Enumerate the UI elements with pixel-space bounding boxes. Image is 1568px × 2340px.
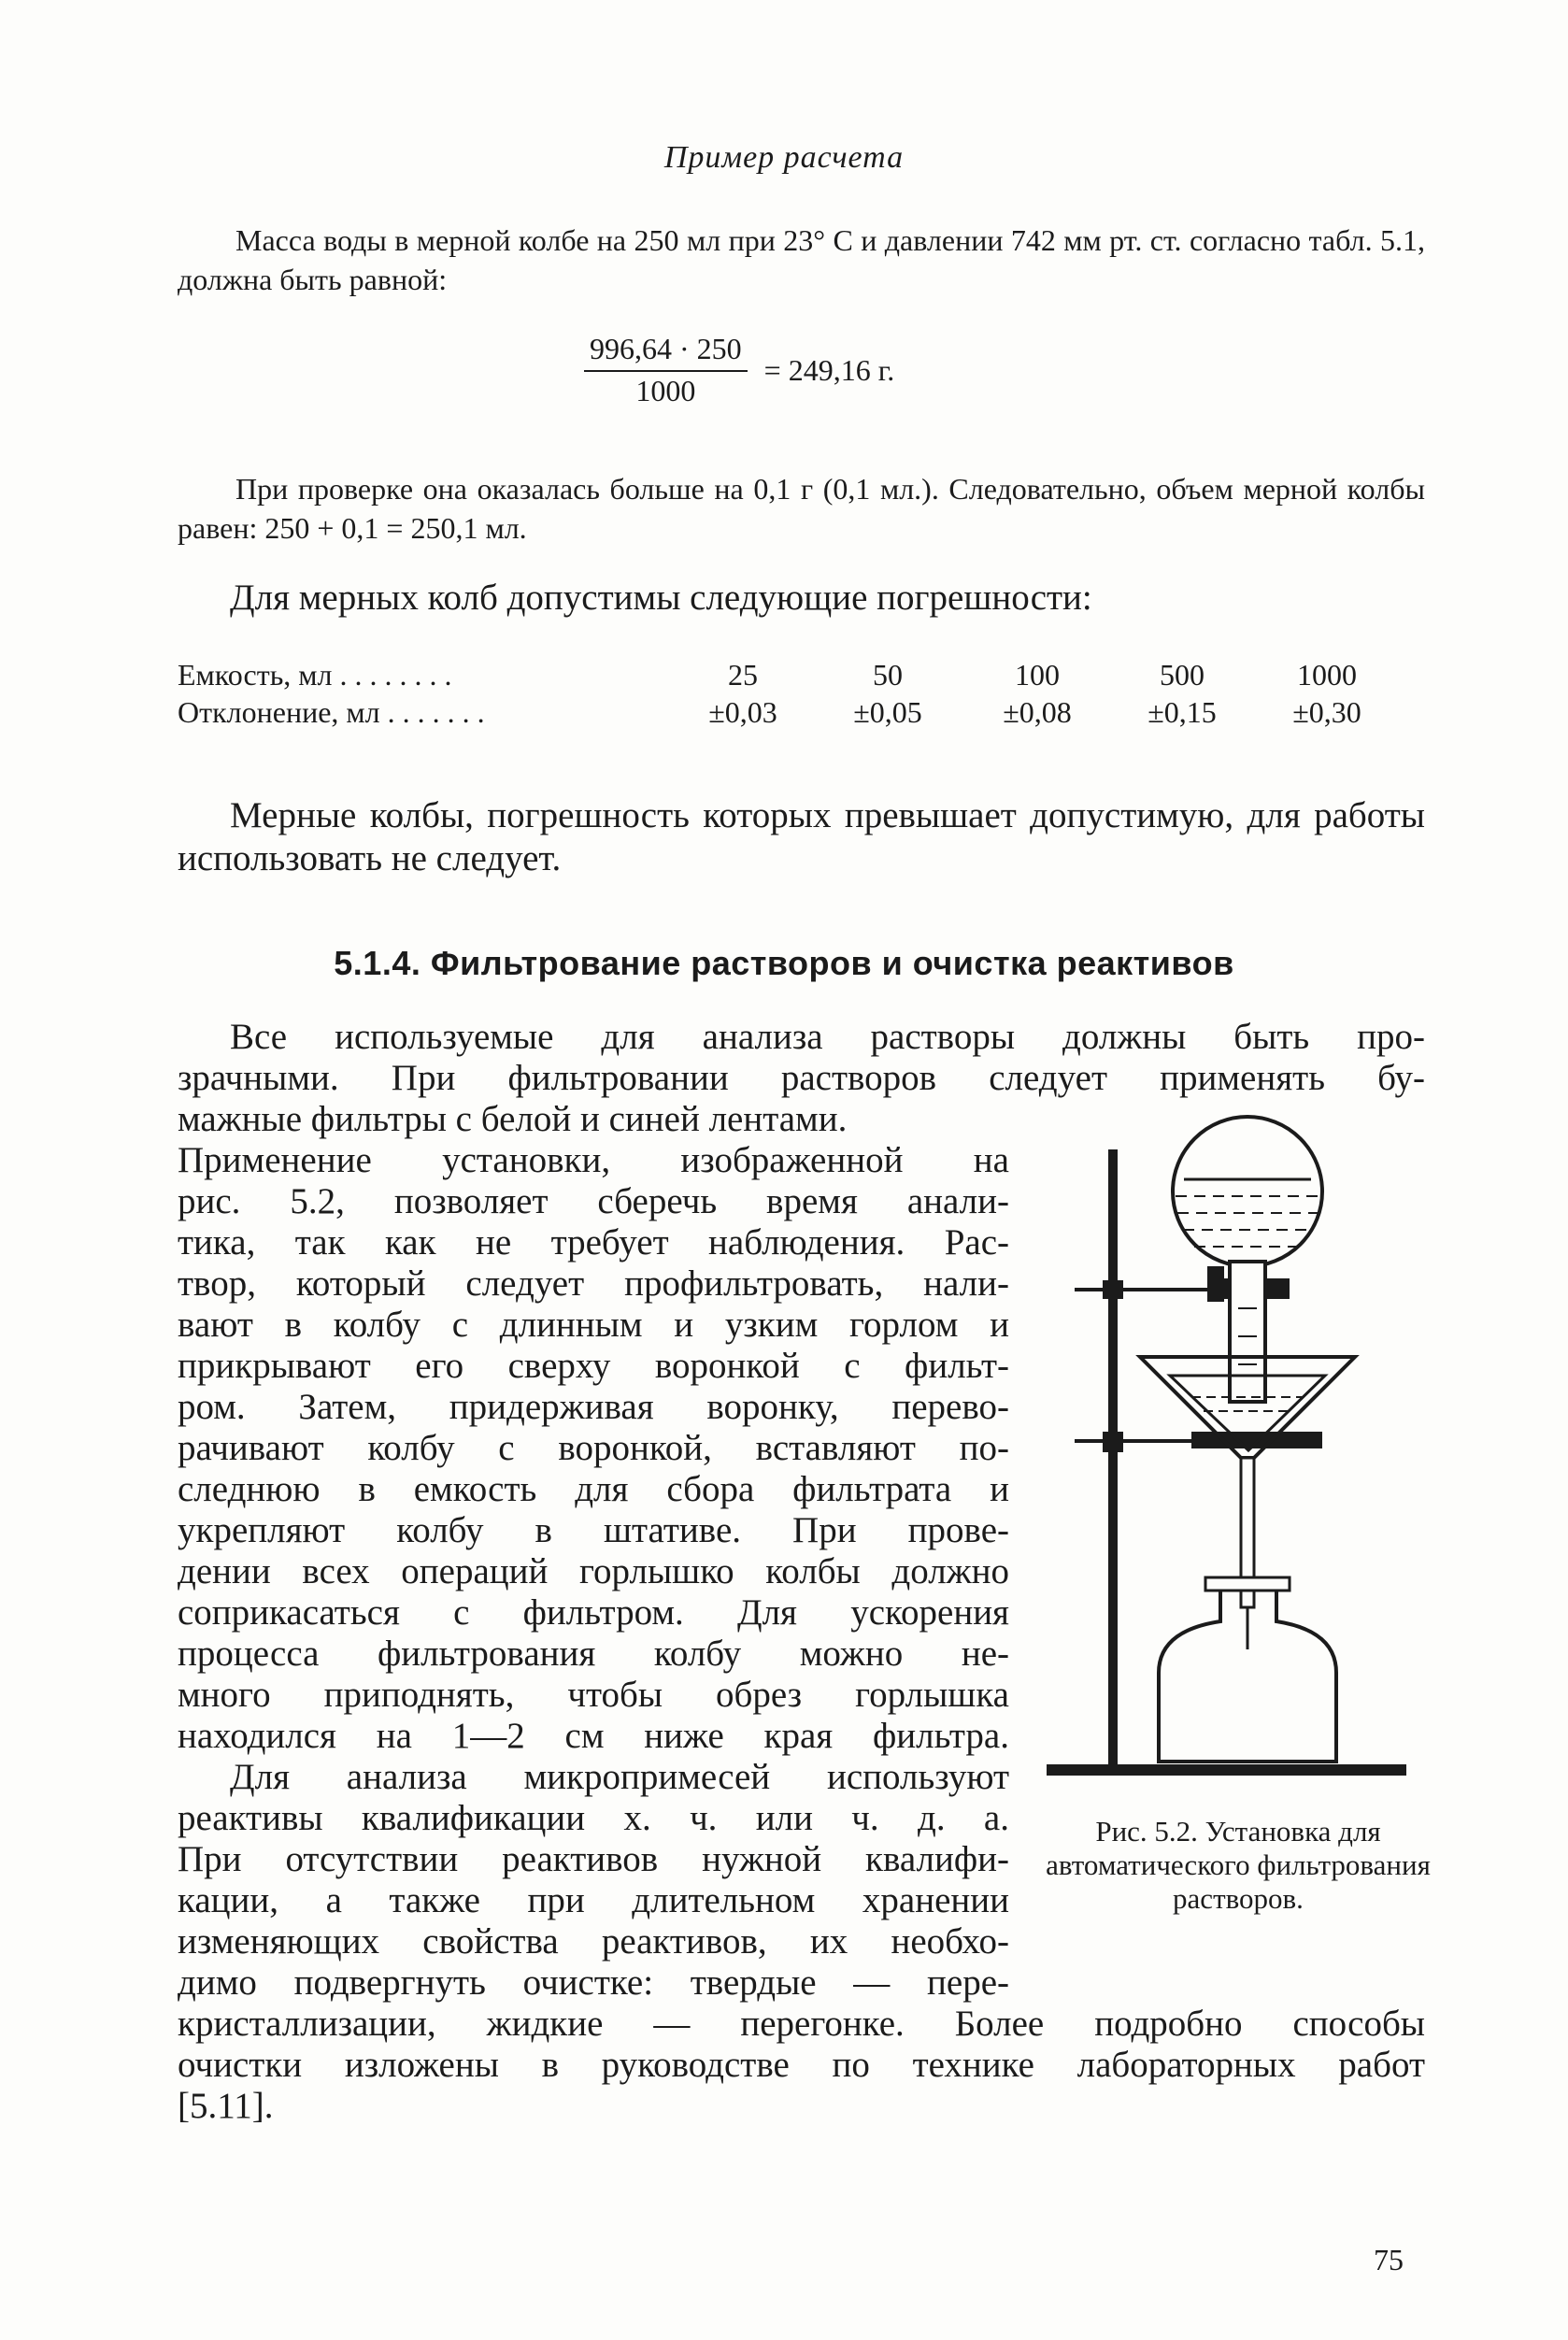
row-label: Отклонение, мл . . . . . . . <box>178 695 485 729</box>
text-line: реактивы квалификации х. ч. или ч. д. а. <box>178 1798 1009 1838</box>
text-line: Для анализа микропримесей используют <box>230 1757 1009 1797</box>
page-number: 75 <box>1374 2243 1404 2276</box>
table-cell: ±0,15 <box>1147 695 1217 729</box>
text-line: Все используемые для анализа растворы должны быть про- <box>230 1017 1425 1057</box>
text-line: очистки изложены в руководстве по технике лабораторных работ <box>178 2045 1425 2085</box>
text-line: процесса фильтрования колбу можно не- <box>178 1634 1009 1674</box>
table-cell: 500 <box>1160 658 1205 692</box>
table-cell: 50 <box>873 658 903 692</box>
text-line: мажные фильтры с белой и синей лентами. <box>178 1099 848 1139</box>
text-line: твор, который следует профильтровать, нали- <box>178 1263 1009 1304</box>
example-heading: Пример расчета <box>663 140 905 175</box>
formula-denominator: 1000 <box>635 374 696 407</box>
table-cell: ±0,03 <box>708 695 777 729</box>
calculation-formula <box>584 332 894 408</box>
text-line: димо подвергнуть очистке: твердые — пере- <box>178 1962 1009 2003</box>
text-line: изменяющих свойства реактивов, их необхо- <box>178 1921 1009 1962</box>
text-line: рис. 5.2, позволяет сберечь время анали- <box>178 1181 1009 1221</box>
text-line: находился на 1—2 см ниже края фильтра. <box>178 1716 1009 1756</box>
table-cell: 100 <box>1015 658 1060 692</box>
table-cell: ±0,05 <box>853 695 922 729</box>
text-line: ром. Затем, придерживая воронку, перево- <box>178 1387 1009 1427</box>
formula-result: = 249,16 г. <box>763 352 895 387</box>
stand-rod <box>1108 1149 1118 1766</box>
text-line: много приподнять, чтобы обрез горлышка <box>178 1675 1009 1715</box>
text-line: прикрывают его сверху воронкой с фильт- <box>178 1346 1009 1386</box>
stand-base <box>1047 1764 1406 1776</box>
filtration-apparatus-figure <box>1037 1112 1411 1794</box>
example-paragraph: Масса воды в мерной колбе на 250 мл при 23° С и давлении 742 мм рт. ст. согласно табл. 5.1, должна быть равной: <box>178 223 1425 296</box>
text-line: Применение установки, изображенной на <box>178 1140 1009 1180</box>
text-line: [5.11]. <box>178 2086 274 2126</box>
text-line: тика, так как не требует наблюдения. Рас- <box>178 1222 1009 1263</box>
text-line: кристаллизации, жидкие — перегонке. Более подробно способы <box>178 2004 1425 2044</box>
text-line: дении всех операций горлышко колбы должно <box>178 1551 1009 1591</box>
text-line: кации, а также при длительном хранении <box>178 1880 1009 1920</box>
check-paragraph: При проверке она оказалась больше на 0,1 г (0,1 мл.). Следовательно, объем мерной колбы равен: 250 + 0,1 = 250,1 мл. <box>178 472 1425 545</box>
formula-numerator: 996,64 · 250 <box>584 332 748 372</box>
text-line: зрачными. При фильтровании растворов следует применять бу- <box>178 1058 1425 1098</box>
text-line: рачивают колбу с воронкой, вставляют по- <box>178 1428 1009 1468</box>
text-line: вают в колбу с длинным и узким горлом и <box>178 1305 1009 1345</box>
figure-caption: Рис. 5.2. Установка для автоматического фильтрования растворов. <box>1046 1815 1431 1915</box>
section-title: 5.1.4. Фильтрование растворов и очистка реактивов <box>334 944 1234 982</box>
lower-clamp <box>1075 1432 1322 1452</box>
table-cell: ±0,08 <box>1003 695 1072 729</box>
round-flask <box>1173 1117 1322 1402</box>
warning-paragraph: Мерные колбы, погрешность которых превышает допустимую, для работы использовать не следует. <box>178 795 1425 878</box>
table-cell: 1000 <box>1297 658 1357 692</box>
row-label: Емкость, мл . . . . . . . . <box>178 658 452 692</box>
table-cell: 25 <box>728 658 758 692</box>
text-line: укрепляют колбу в штативе. При прове- <box>178 1510 1009 1550</box>
text-line: соприкасаться с фильтром. Для ускорения <box>178 1592 1009 1633</box>
tolerance-intro: Для мерных колб допустимы следующие погрешности: <box>230 578 1092 618</box>
text-line: следнюю в емкость для сбора фильтрата и <box>178 1469 1009 1509</box>
table-cell: ±0,30 <box>1292 695 1361 729</box>
formula-fraction <box>584 332 748 408</box>
text-line: При отсутствии реактивов нужной квалифи- <box>178 1839 1009 1879</box>
